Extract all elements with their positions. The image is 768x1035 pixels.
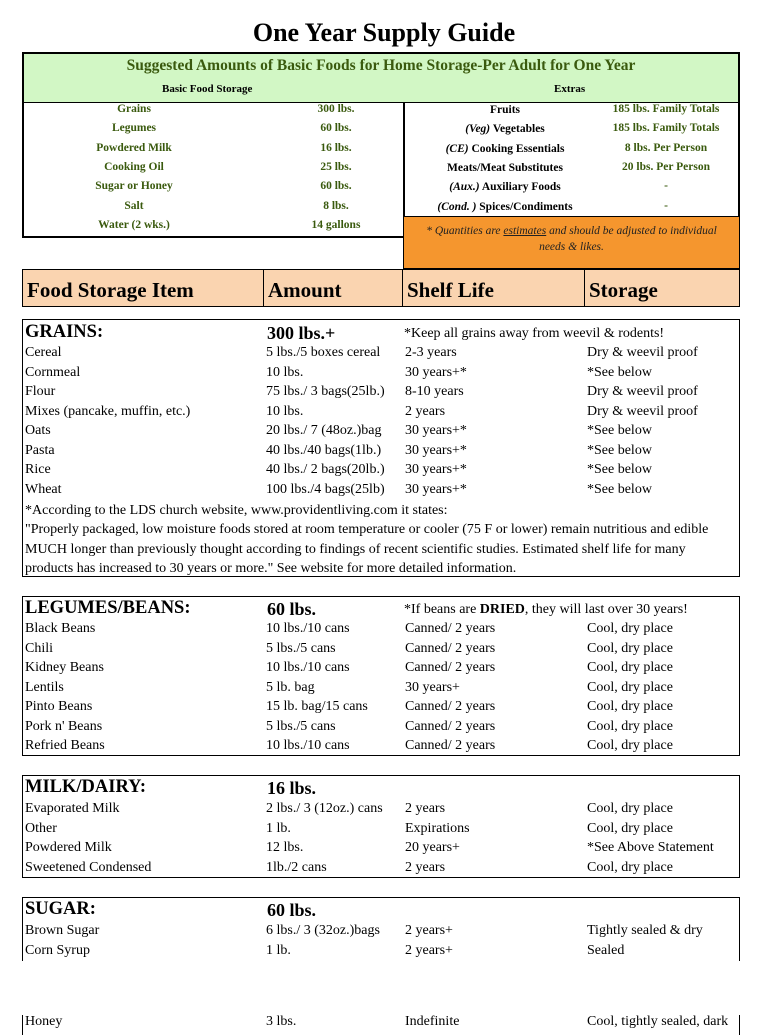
basic-item: Powdered Milk [96,141,172,154]
extras-label: Extras [554,83,586,95]
cell-item: Refried Beans [25,738,105,753]
table-row [25,680,739,700]
cell-storage: *See below [587,423,652,438]
cell-amount: 5 lb. bag [266,679,315,695]
basic-amount: 14 gallons [311,218,361,231]
basic-storage-label: Basic Food Storage [162,83,253,95]
cell-item: Sweetened Condensed [25,859,152,875]
cell-amount: 10 lbs. [266,364,304,380]
grains-section [22,319,740,577]
table-row [25,443,739,463]
extras-label-text: Meats/Meat Substitutes [447,161,563,174]
basic-amount: 300 lbs. [317,103,355,115]
cell-shelf-life: 30 years+* [405,442,467,458]
cell-shelf-life: 30 years+ [405,679,460,695]
cell-item: Cornmeal [25,364,81,380]
table-row [25,345,739,365]
cell-item: Wheat [25,481,62,497]
cell-shelf-life: Canned/ 2 years [405,718,496,734]
cell-storage: Cool, dry place [587,820,673,836]
table-row [25,860,739,880]
cell-storage: Sealed [587,942,625,958]
cell-shelf-life: 30 years+* [405,462,467,477]
extras-abbrev: (Aux.) [449,181,480,194]
basic-item: Water (2 wks.) [98,218,170,231]
summary-title: Suggested Amounts of Basic Foods for Home Storage-Per Adult for One Year [126,57,636,74]
sugar-section [22,897,740,961]
extras-amount: 8 lbs. Per Person [624,141,708,154]
cell-shelf-life: 2 years+ [405,942,453,958]
cell-storage: *See Above Statement [587,840,714,855]
header-amount: Amount [263,269,403,307]
cell-storage: Cool, dry place [587,699,673,714]
extras-label-text: Cooking Essentials [471,142,565,155]
cell-storage: Cool, dry place [587,640,673,656]
table-row [25,404,739,424]
estimates-note: * Quantities are estimates and should be adjusted to individual needs & likes. [403,216,740,269]
cell-item: Chili [25,640,54,656]
extras-amount: 185 lbs. Family Totals [612,122,720,135]
cell-amount: 10 lbs. [266,403,304,419]
cell-storage: *See below [587,481,652,497]
cell-item: Rice [25,462,51,477]
header-shelf-life: Shelf Life [402,269,585,307]
cell-storage: Dry & weevil proof [587,345,698,360]
extras-item [405,201,605,213]
cell-item: Corn Syrup [25,942,90,958]
cell-item: Powdered Milk [25,840,112,855]
table-row [25,462,739,482]
extras-amount: - [664,199,668,212]
basic-item: Legumes [111,122,157,135]
cell-amount: 100 lbs./4 bags(25lb) [266,481,385,497]
table-row [25,641,739,661]
basic-amount: 60 lbs. [320,122,352,135]
cell-item: Other [25,820,57,836]
extras-amount: 20 lbs. Per Person [622,160,710,173]
section-amount: 60 lbs. [267,599,317,619]
cell-storage: Cool, dry place [587,718,673,734]
extras-amount: - [664,180,668,193]
cell-storage: Cool, dry place [587,679,673,695]
cell-storage: Cool, dry place [587,621,673,636]
cell-amount: 1lb./2 cans [266,859,327,875]
cell-shelf-life: 2 years [405,801,446,816]
cell-shelf-life: Canned/ 2 years [405,738,496,753]
cell-amount: 2 lbs./ 3 (12oz.) cans [266,801,383,816]
extras-abbrev: (Veg) [465,123,491,136]
table-row [25,719,739,739]
cell-item: Honey [25,1014,63,1029]
table-row [25,821,739,841]
cell-amount: 10 lbs./10 cans [266,660,350,675]
next-page-fragment [22,1015,740,1035]
legumes-section [22,596,740,756]
cell-item: Kidney Beans [25,660,104,675]
section-note: *Keep all grains away from weevil & rodents! [404,326,665,341]
basic-amount: 25 lbs. [320,160,352,173]
cell-storage: *See below [587,442,652,458]
cell-storage: Cool, dry place [587,738,673,753]
cell-amount: 5 lbs./5 cans [266,640,336,656]
cell-amount: 15 lb. bag/15 cans [266,699,368,714]
table-row [25,699,739,719]
extras-item [405,143,605,155]
cell-amount: 3 lbs. [266,1014,297,1029]
table-row [25,621,739,641]
cell-shelf-life: 2 years [405,403,446,419]
table-row [25,482,739,502]
summary-box [22,52,740,238]
cell-amount: 10 lbs./10 cans [266,738,350,753]
cell-shelf-life: Canned/ 2 years [405,621,496,636]
page-title: One Year Supply Guide [252,18,516,47]
table-row [25,660,739,680]
extras-label-text: Spices/Condiments [479,200,573,213]
cell-shelf-life: Canned/ 2 years [405,660,496,675]
cell-item: Black Beans [25,621,96,636]
cell-storage: Cool, tightly sealed, dark [587,1014,729,1029]
section-amount: 60 lbs. [267,900,317,920]
extras-item [405,162,605,174]
cell-item: Brown Sugar [25,923,100,938]
table-row [25,840,739,860]
cell-shelf-life: 20 years+ [405,840,460,855]
table-row [25,943,739,963]
cell-amount: 75 lbs./ 3 bags(25lb.) [266,384,385,399]
cell-amount: 5 lbs./5 cans [266,718,336,734]
summary-header [24,54,738,103]
lds-quote: "Properly packaged, low moisture foods stored at room temperature or cooler (75 F or lower) remain nutritious and edible MUCH longer than previously thought according to findings of recent scientific studies. Estimated shelf life for many products has increased to 30 years or more." See website for more detailed information. [25,522,709,576]
cell-item: Lentils [25,679,64,695]
estimates-underlined: estimates [503,225,547,237]
cell-amount: 6 lbs./ 3 (32oz.)bags [266,923,380,938]
cell-shelf-life: 2 years [405,859,446,875]
cell-amount: 40 lbs./ 2 bags(20lb.) [266,462,385,477]
basic-item: Salt [124,199,144,212]
basic-item: Grains [117,103,151,115]
cell-shelf-life: Canned/ 2 years [405,699,496,714]
cell-storage: *See below [587,462,652,477]
cell-storage: Dry & weevil proof [587,384,698,399]
section-title: LEGUMES/BEANS: [25,598,191,618]
basic-item: Sugar or Honey [95,180,173,193]
extras-amount: 185 lbs. Family Totals [612,103,720,115]
cell-item: Evaporated Milk [25,801,120,816]
cell-shelf-life: 30 years+* [405,364,467,380]
table-row [25,423,739,443]
extras-item [405,123,605,135]
table-row [25,923,739,943]
cell-storage: Cool, dry place [587,660,673,675]
extras-item [405,104,605,116]
cell-amount: 12 lbs. [266,840,304,855]
cell-item: Flour [25,384,56,399]
table-row [25,384,739,404]
header-food-storage-item: Food Storage Item [22,269,264,307]
basic-item: Cooking Oil [104,160,164,173]
section-amount: 300 lbs.+ [267,323,336,343]
table-row [25,738,739,758]
cell-shelf-life: Expirations [405,820,470,836]
basic-amount: 8 lbs. [323,199,349,212]
cell-item: Pinto Beans [25,699,93,714]
cell-item: Pasta [25,442,55,458]
cell-storage: *See below [587,364,652,380]
section-title: SUGAR: [25,899,96,919]
cell-amount: 20 lbs./ 7 (48oz.)bag [266,423,382,438]
extras-abbrev: (Cond. ) [437,200,477,213]
milk-section [22,775,740,878]
section-amount: 16 lbs. [267,778,317,798]
section-note: *If beans are DRIED, they will last over 30 years! [404,602,688,617]
cell-shelf-life: 2-3 years [405,345,457,360]
cell-storage: Cool, dry place [587,801,673,816]
basic-amount: 60 lbs. [320,180,352,193]
cell-item: Cereal [25,345,62,360]
cell-shelf-life: 8-10 years [405,384,464,399]
cell-storage: Cool, dry place [587,859,673,875]
table-row [25,365,739,385]
extras-item [405,181,605,193]
cell-amount: 5 lbs./5 boxes cereal [266,345,381,360]
cell-shelf-life: 30 years+* [405,423,467,438]
cell-shelf-life: 2 years+ [405,923,453,938]
extras-abbrev: (CE) [445,142,469,155]
header-storage: Storage [584,269,740,307]
cell-amount: 40 lbs./40 bags(1lb.) [266,442,382,458]
section-title: GRAINS: [25,322,104,342]
cell-shelf-life: Canned/ 2 years [405,640,496,656]
cell-item: Pork n' Beans [25,718,103,734]
lds-footnote: *According to the LDS church website, www.providentliving.com it states: [25,503,448,518]
extras-label-text: Vegetables [492,123,545,136]
cell-item: Oats [25,423,51,438]
cell-storage: Tightly sealed & dry [587,923,703,938]
extras-label-text: Auxiliary Foods [481,181,561,194]
basic-amount: 16 lbs. [320,141,352,154]
cell-amount: 10 lbs./10 cans [266,621,350,636]
table-row [25,801,739,821]
cell-storage: Dry & weevil proof [587,403,698,419]
cell-amount: 1 lb. [266,942,291,958]
cell-item: Mixes (pancake, muffin, etc.) [25,403,191,419]
cell-amount: 1 lb. [266,820,291,836]
extras-label-text: Fruits [489,104,521,116]
section-title: MILK/DAIRY: [25,777,146,797]
cell-shelf-life: Indefinite [405,1014,460,1029]
cell-shelf-life: 30 years+* [405,481,467,497]
